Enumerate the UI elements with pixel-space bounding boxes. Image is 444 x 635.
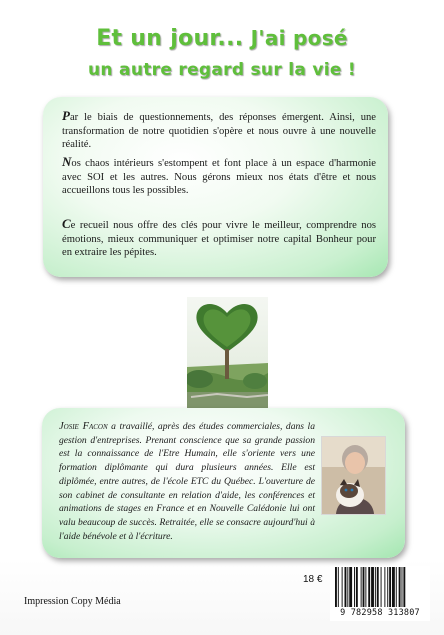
- barcode-bar: [384, 567, 385, 607]
- intro-box: [43, 97, 388, 277]
- title-part-a: Et un jour: [96, 26, 218, 51]
- barcode-bar: [392, 567, 395, 607]
- barcode-bar: [371, 567, 374, 607]
- barcode-bar: [399, 567, 401, 607]
- barcode-bar: [368, 567, 370, 607]
- barcode-bar: [363, 567, 365, 607]
- heart-tree-image: [187, 297, 268, 408]
- barcode-bar: [354, 567, 355, 607]
- barcode-bars: [335, 567, 425, 607]
- price-label: 18 €: [303, 574, 323, 585]
- barcode-bar: [387, 567, 388, 607]
- dropcap: N: [62, 154, 72, 169]
- title-ellipsis: ...: [217, 26, 244, 51]
- barcode-bar: [365, 567, 366, 607]
- title-line-1: [0, 26, 444, 51]
- title-part-b: J'ai posé: [250, 26, 348, 50]
- barcode-bar: [338, 567, 339, 607]
- barcode-bar: [342, 567, 343, 607]
- author-name: Josie Facon: [59, 421, 108, 432]
- dropcap: P: [62, 108, 70, 123]
- barcode-bar: [389, 567, 391, 607]
- publisher-label: Impression Copy Média: [24, 596, 121, 607]
- barcode-bar: [335, 567, 337, 607]
- author-bio: [59, 420, 388, 543]
- barcode-number: 9 782958 313807: [340, 608, 420, 618]
- barcode-bar: [375, 567, 376, 607]
- dropcap: C: [62, 216, 71, 231]
- barcode-bar: [403, 567, 405, 607]
- intro-paragraph-3: [62, 217, 376, 260]
- paragraph-text: e recueil nous offre des clés pour vivre le meilleur, comprendre nos émotions, mieux communiquer et optimiser notre capital Bonheur pour en extraire les pépites.: [62, 220, 376, 259]
- barcode-bar: [396, 567, 397, 607]
- paragraph-text: os chaos intérieurs s'estompent et font place à un espace d'harmonie avec SOI et les autres. Nous gérons mieux nos états d'être et nous accueillons tous les possibles.: [62, 158, 376, 197]
- paragraph-text: ar le biais de questionnements, des réponses émergent. Ainsi, une transformation de notre quotidien s'opère et nous ouvre à une nouvelle réalité.: [62, 112, 376, 151]
- author-bio-box: [42, 408, 405, 558]
- barcode-bar: [356, 567, 358, 607]
- barcode-bar: [381, 567, 382, 607]
- title-line-2: un autre regard sur la vie !: [88, 60, 356, 80]
- isbn-barcode: [330, 566, 430, 621]
- heart-tree-photo: [187, 297, 268, 408]
- barcode-bar: [361, 567, 362, 607]
- author-with-cat-image: [322, 437, 385, 514]
- barcode-bar: [345, 567, 347, 607]
- barcode-bar: [349, 567, 352, 607]
- intro-paragraph-2: [62, 155, 376, 198]
- barcode-bar: [347, 567, 348, 607]
- barcode-bar: [402, 567, 403, 607]
- barcode-bar: [377, 567, 379, 607]
- intro-paragraph-1: [62, 109, 376, 152]
- author-bio-text: a travaillé, après des études commerciales, dans la gestion d'entreprises. Prenant conscience que sa grande passion est la connaissance de l'Etre Humain, elle s'oriente vers une formation diplômante qui dura plusieurs années. Elle est diplômée, entre autres, de l'école ETC du Québec. L'ouverture de son cabinet de consultante en relation d'aide, les conférences et animations de stages en France et en Nouvelle Calédonie lui ont valu beaucoup de succès. Retraitée, elle se consacre aujourd'hui à l'aide bénévole et à l'écriture.: [59, 421, 316, 542]
- author-portrait: [321, 436, 386, 515]
